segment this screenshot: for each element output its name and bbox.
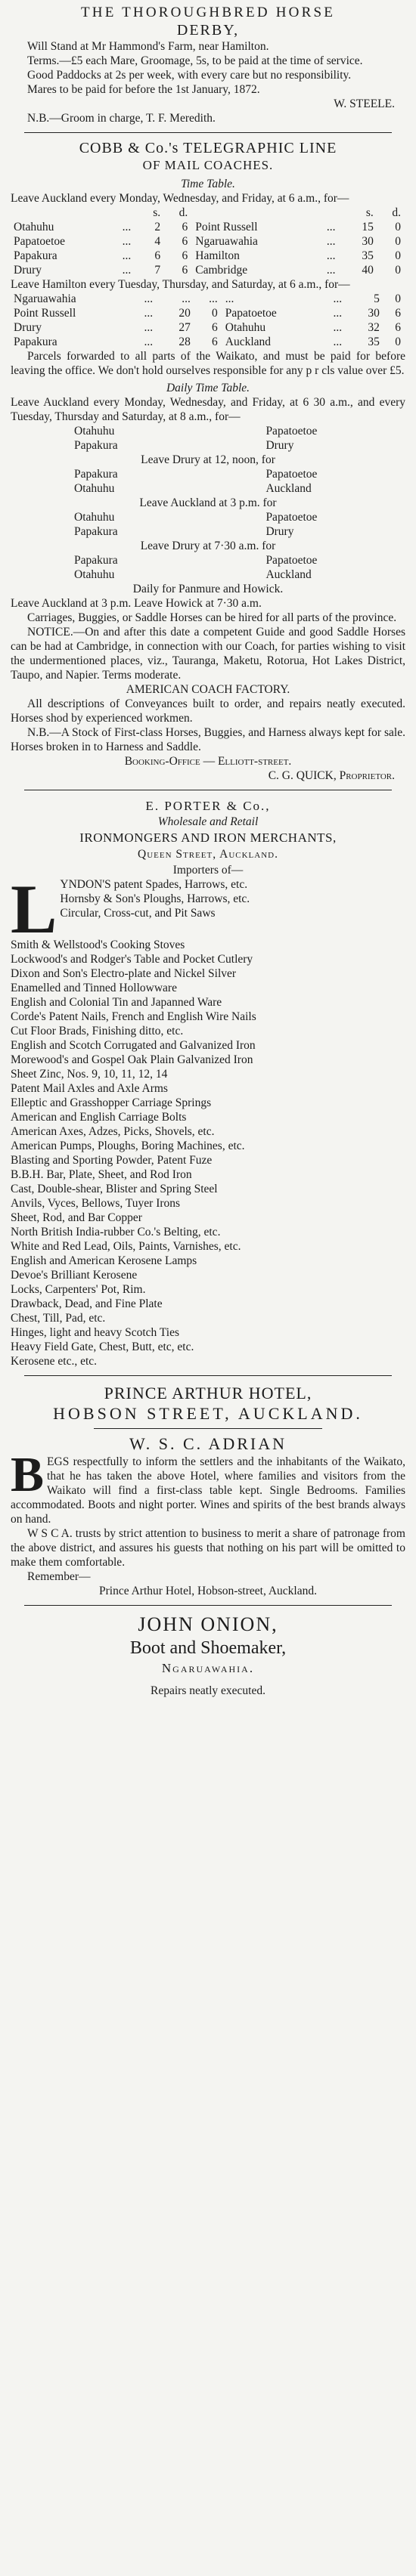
derby-paddocks: Good Paddocks at 2s per week, with every care but no responsibility.: [27, 69, 352, 82]
cobb-leave-auckland-1: Leave Auckland every Monday, Wednesday, and Friday, at 6 a.m., for—: [11, 192, 349, 205]
route-stop: Otahuhu: [74, 425, 115, 438]
derby-advert: [11, 5, 405, 125]
fare-row: [11, 306, 405, 320]
fare-cell: 35: [368, 336, 380, 348]
fare-cell: Papakura: [14, 249, 57, 262]
list-item: North British India-rubber Co.'s Belting, etc.: [11, 1226, 221, 1239]
fare-cell: Hamilton: [195, 249, 240, 262]
fare-cell: Ngaruawahia: [14, 292, 76, 305]
fare-cell: ...: [333, 307, 343, 320]
fare-cell: ...: [122, 235, 132, 248]
list-item: Smith & Wellstood's Cooking Stoves: [11, 939, 185, 951]
fare-cell: Otahuhu: [225, 321, 266, 334]
fare-cell: Papakura: [14, 336, 57, 348]
route-stop: Drury: [265, 439, 294, 452]
fare-cell: 30: [368, 307, 380, 320]
onion-repairs: Repairs neatly executed.: [151, 1684, 265, 1697]
pairs-2: [11, 467, 405, 496]
porter-title: IRONMONGERS AND IRON MERCHANTS,: [79, 830, 337, 845]
derby-terms: Terms.—£5 each Mare, Groomage, 5s, to be paid at the time of service.: [27, 54, 363, 67]
route-stop: Otahuhu: [74, 482, 115, 495]
route-stop: Otahuhu: [74, 568, 115, 581]
route-pair: [11, 467, 405, 481]
cobb-howick: Leave Auckland at 3 p.m. Leave Howick at 7·30 a.m.: [11, 597, 262, 610]
list-item: Heavy Field Gate, Chest, Butt, etc, etc.: [11, 1341, 194, 1353]
derby-heading: THE THOROUGHBRED HORSE: [80, 5, 336, 20]
fare-cell: Ngaruawahia: [195, 235, 258, 248]
fare-cell: 6: [395, 321, 401, 334]
route-pair: [11, 510, 405, 524]
drop-cap-b: B: [11, 1447, 45, 1502]
route-stop: Auckland: [265, 568, 312, 581]
route-stop: Otahuhu: [74, 511, 115, 524]
list-item: B.B.H. Bar, Plate, Sheet, and Rod Iron: [11, 1168, 192, 1181]
fare-header-row: [11, 206, 405, 220]
fare-cell: ...: [326, 221, 336, 233]
fare-cell: ...: [122, 249, 132, 262]
cobb-daily-title: Daily Time Table.: [166, 382, 250, 394]
fare-cell: 2: [154, 221, 161, 233]
route-stop: Papakura: [74, 439, 118, 452]
route-stop: Auckland: [265, 482, 312, 495]
hotel-proprietor: W. S. C. ADRIAN: [129, 1434, 287, 1453]
hotel-address: Prince Arthur Hotel, Hobson-street, Auckland.: [99, 1585, 317, 1597]
list-item: English and Scotch Corrugated and Galvanized Iron: [11, 1039, 256, 1052]
fare-cell: 0: [395, 235, 401, 248]
cobb-parcels: Parcels forwarded to all parts of the Waikato, and must be paid for before leaving the office. We don't hold ourselves responsible for any p r cls value over £5.: [11, 350, 405, 377]
cobb-carriages: Carriages, Buggies, or Saddle Horses can be hired for all parts of the province.: [27, 611, 397, 624]
fare-row: [11, 263, 405, 277]
fare-cell: 27: [179, 321, 191, 334]
divider: [94, 1428, 322, 1429]
route-stop: Papatoetoe: [265, 554, 318, 567]
porter-advert: [11, 797, 405, 1368]
fare-row: [11, 335, 405, 349]
list-item: Drawback, Dead, and Fine Plate: [11, 1297, 163, 1310]
cobb-heading: COBB & Co.'s TELEGRAPHIC LINE: [79, 140, 337, 156]
shillings-col: s.: [153, 206, 161, 219]
fare-cell: 6: [395, 307, 401, 320]
list-item: Cut Floor Brads, Finishing ditto, etc.: [11, 1025, 184, 1038]
fare-cell: 32: [368, 321, 380, 334]
fare-row: [11, 292, 405, 306]
list-item: English and American Kerosene Lamps: [11, 1254, 197, 1267]
list-item: Lockwood's and Rodger's Table and Pocket Cutlery: [11, 953, 253, 966]
list-item: American Axes, Adzes, Picks, Shovels, etc.: [11, 1125, 215, 1138]
derby-name: DERBY,: [176, 22, 240, 39]
fare-cell: 0: [395, 336, 401, 348]
pairs-3: [11, 510, 405, 539]
pence-col: d.: [179, 206, 188, 219]
fare-cell: ...: [326, 235, 336, 248]
porter-lyndon-lines: [11, 877, 405, 920]
header-cell: [327, 206, 345, 220]
fares-from-auckland: [11, 206, 405, 277]
route-stop: Papakura: [74, 468, 118, 481]
cobb-booking: Booking-Office — Elliott-street.: [124, 755, 292, 768]
list-item: Elleptic and Grasshopper Carriage Springs: [11, 1096, 212, 1109]
route-stop: Papakura: [74, 525, 118, 538]
route-stop: Papatoetoe: [265, 468, 318, 481]
fare-row: [11, 234, 405, 249]
route-stop: Drury: [265, 525, 294, 538]
cobb-nb: N.B.—A Stock of First-class Horses, Buggies, and Harness always kept for sale. Horses broken in to Harness and Saddle.: [11, 726, 405, 753]
fare-cell: 6: [154, 249, 161, 262]
list-item: Kerosene etc., etc.: [11, 1355, 98, 1368]
fare-cell: 40: [362, 264, 374, 277]
route-pair: [11, 567, 405, 582]
pairs-4: [11, 553, 405, 582]
fare-cell: ...: [333, 336, 343, 348]
list-item: Hinges, light and heavy Scotch Ties: [11, 1326, 180, 1339]
fare-cell: Drury: [14, 321, 42, 334]
hotel-body: EGS respectfully to inform the settlers and the inhabitants of the Waikato, that he has taken the above Hotel, where families and visitors from the Waikato will find a first-class table kept. Single Bedrooms. Families accommodated. Boots and night porter. Wines and spirits of the best brands always on hand.: [11, 1455, 405, 1526]
cobb-daily-intro: Leave Auckland every Monday, Wednesday, and Friday, at 6 30 a.m., and every Tuesday, Thursday and Saturday, at 8 a.m., for—: [11, 396, 405, 423]
list-item: Dixon and Son's Electro-plate and Nickel Silver: [11, 967, 237, 980]
route-stop: Papatoetoe: [265, 511, 318, 524]
drop-cap-l: L: [11, 871, 57, 948]
porter-trade: Wholesale and Retail: [157, 815, 259, 828]
hotel-street: HOBSON STREET, AUCKLAND.: [53, 1404, 363, 1423]
cobb-conveyances: All descriptions of Conveyances built to order, and repairs neatly executed. Horses shod by experienced workmen.: [11, 697, 405, 725]
list-item: Sheet, Rod, and Bar Copper: [11, 1211, 142, 1224]
route-pair: [11, 481, 405, 496]
fare-cell: 35: [362, 249, 374, 262]
fare-cell: ...: [326, 264, 336, 277]
fare-cell: 6: [182, 249, 188, 262]
fare-cell: 0: [212, 307, 218, 320]
fare-cell: 6: [212, 336, 218, 348]
header-cell: [11, 206, 123, 220]
list-item: Devoe's Brilliant Kerosene: [11, 1269, 138, 1282]
onion-trade: Boot and Shoemaker,: [129, 1638, 287, 1658]
route-pair: [11, 553, 405, 567]
list-item: Patent Mail Axles and Axle Arms: [11, 1082, 168, 1095]
fare-cell: ...: [144, 307, 154, 320]
fare-row: [11, 220, 405, 234]
fare-cell: ...: [144, 336, 154, 348]
route-stop: Papakura: [74, 554, 118, 567]
cobb-advert: [11, 140, 405, 783]
divider: [24, 132, 392, 133]
porter-address: Queen Street, Auckland.: [138, 848, 278, 861]
hotel-advert: [11, 1383, 405, 1598]
fare-cell: 30: [362, 235, 374, 248]
cobb-leave-auckland-3: Leave Auckland at 3 p.m. for: [139, 496, 277, 509]
fare-cell: 6: [182, 221, 188, 233]
fare-cell: Cambridge: [195, 264, 248, 277]
fare-cell: ...: [333, 321, 343, 334]
porter-name: E. PORTER & Co.,: [145, 799, 271, 813]
cobb-timetable-title: Time Table.: [181, 178, 235, 190]
hotel-name: PRINCE ARTHUR HOTEL,: [104, 1384, 312, 1402]
list-item: Blasting and Sporting Powder, Patent Fuze: [11, 1154, 213, 1167]
fare-cell: ...: [144, 292, 154, 305]
route-stop: Papatoetoe: [265, 425, 318, 438]
list-item: White and Red Lead, Oils, Paints, Varnishes, etc.: [11, 1240, 241, 1253]
cobb-leave-drury-12: Leave Drury at 12, noon, for: [141, 453, 275, 466]
fare-cell: 0: [395, 221, 401, 233]
fare-cell: 6: [212, 321, 218, 334]
fare-cell: 20: [179, 307, 191, 320]
list-item: Locks, Carpenters' Pot, Rim.: [11, 1283, 146, 1296]
cobb-panmure: Daily for Panmure and Howick.: [132, 583, 284, 595]
fare-cell: 6: [182, 264, 188, 277]
fare-cell: 7: [154, 264, 161, 277]
fare-cell: 5: [374, 292, 380, 305]
fare-cell: Auckland: [225, 336, 272, 348]
cobb-leave-drury-730: Leave Drury at 7·30 a.m. for: [140, 540, 276, 552]
fare-cell: Drury: [14, 264, 42, 277]
fare-cell: ...: [182, 292, 191, 305]
fare-cell: ...: [144, 321, 154, 334]
derby-body: Will Stand at Mr Hammond's Farm, near Hamilton.: [27, 40, 269, 53]
fares-from-hamilton: [11, 292, 405, 349]
list-item: YNDON'S patent Spades, Harrows, etc.: [60, 878, 248, 891]
fare-cell: 0: [395, 249, 401, 262]
fare-cell: Point Russell: [14, 307, 76, 320]
list-item: Hornsby & Son's Ploughs, Harrows, etc.: [60, 892, 250, 905]
fare-cell: 0: [395, 292, 401, 305]
fare-cell: 0: [395, 264, 401, 277]
fare-cell: Papatoetoe: [14, 235, 66, 248]
derby-heading-wrap: [11, 5, 405, 39]
list-item: Chest, Till, Pad, etc.: [11, 1312, 106, 1325]
hotel-body-block: [11, 1447, 405, 1526]
onion-name: JOHN ONION,: [138, 1613, 278, 1635]
list-item: Morewood's and Gospel Oak Plain Galvanized Iron: [11, 1053, 253, 1066]
divider: [24, 1605, 392, 1606]
route-pair: [11, 438, 405, 453]
route-pair: [11, 524, 405, 539]
onion-place: Ngaruawahia.: [161, 1661, 255, 1675]
fare-cell: 6: [182, 235, 188, 248]
fare-row: [11, 320, 405, 335]
header-cell: [123, 206, 141, 220]
cobb-proprietor: C. G. QUICK, Proprietor.: [268, 769, 395, 782]
fare-cell: ...: [122, 221, 132, 233]
list-item: English and Colonial Tin and Japanned Ware: [11, 996, 222, 1009]
fare-cell: 4: [154, 235, 161, 248]
header-cell: [192, 206, 327, 220]
fare-cell: Point Russell: [195, 221, 258, 233]
pence-col: d.: [392, 206, 401, 219]
cobb-leave-hamilton: Leave Hamilton every Tuesday, Thursday, and Saturday, at 6 a.m., for—: [11, 278, 350, 291]
shillings-col: s.: [365, 206, 374, 219]
fare-cell: ...: [122, 264, 132, 277]
fare-cell: ...: [333, 292, 343, 305]
fare-cell: Papatoetoe: [225, 307, 277, 320]
derby-mares: Mares to be paid for before the 1st January, 1872.: [27, 83, 260, 96]
derby-signer: W. STEELE.: [334, 97, 395, 110]
fare-cell: 28: [179, 336, 191, 348]
fare-cell: 15: [362, 221, 374, 233]
hotel-body2: W S C A. trusts by strict attention to business to merit a share of patronage from the above district, and assures his guests that nothing on his part will be omitted to make them comfortable.: [11, 1527, 405, 1569]
porter-importers: Importers of—: [172, 864, 244, 877]
list-item: Anvils, Vyces, Bellows, Tuyer Irons: [11, 1197, 181, 1210]
fare-row: [11, 249, 405, 263]
pairs-1: [11, 424, 405, 453]
cobb-notice: NOTICE.—On and after this date a competent Guide and good Saddle Horses can be had at Cambridge, in connection with our Coach, for parties wishing to visit the undermentioned places, viz., Tauranga, Maketu, Rotorua, Hot Lakes District, Taupo, and Napier. Terms moderate.: [11, 626, 405, 682]
list-item: Circular, Cross-cut, and Pit Saws: [60, 907, 216, 920]
route-pair: [11, 424, 405, 438]
list-item: Enamelled and Tinned Hollowware: [11, 982, 177, 994]
cobb-subheading: OF MAIL COACHES.: [142, 158, 274, 172]
list-item: Cast, Double-shear, Blister and Spring Steel: [11, 1183, 218, 1195]
fare-cell: ...: [209, 292, 218, 305]
divider: [24, 1375, 392, 1376]
derby-nb: N.B.—Groom in charge, T. F. Meredith.: [27, 112, 216, 125]
list-item: American Pumps, Ploughs, Boring Machines, etc.: [11, 1140, 245, 1152]
onion-advert: [11, 1613, 405, 1698]
list-item: American and English Carriage Bolts: [11, 1111, 187, 1124]
cobb-factory: AMERICAN COACH FACTORY.: [126, 683, 290, 696]
fare-cell: ...: [225, 292, 234, 305]
list-item: Sheet Zinc, Nos. 9, 10, 11, 12, 14: [11, 1068, 168, 1081]
fare-cell: Otahuhu: [14, 221, 54, 233]
porter-items: [11, 938, 405, 1368]
hotel-remember: Remember—: [27, 1570, 91, 1583]
fare-cell: ...: [326, 249, 336, 262]
list-item: Corde's Patent Nails, French and English Wire Nails: [11, 1010, 256, 1023]
